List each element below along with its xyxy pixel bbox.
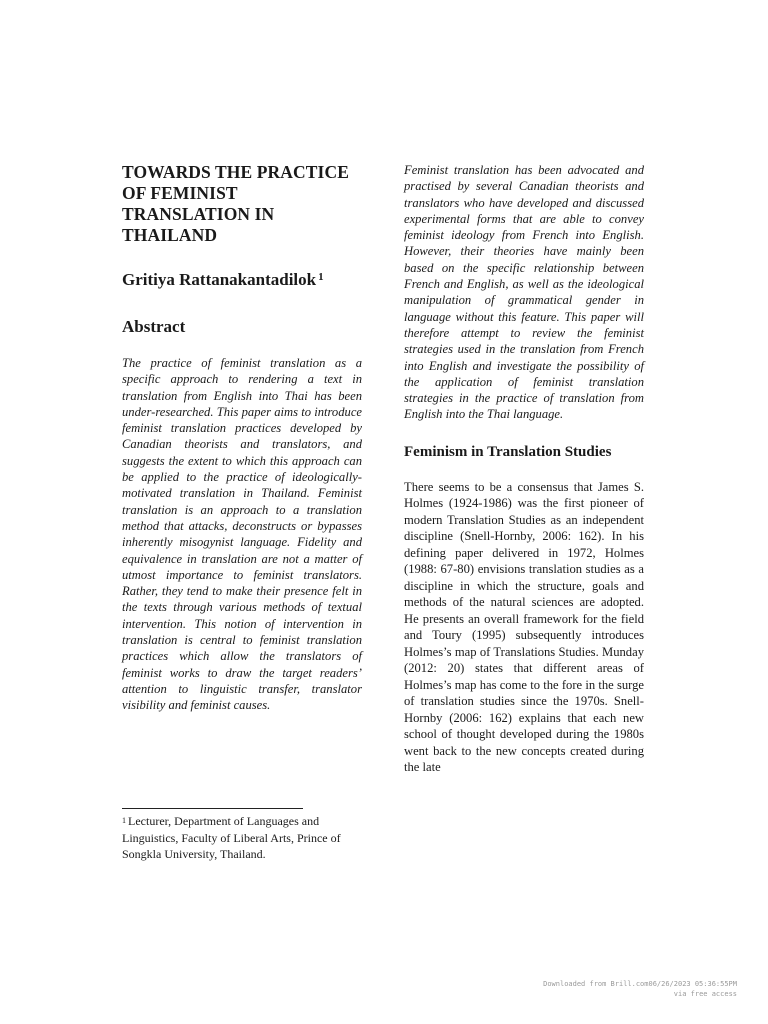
footnote-text: Lecturer, Department of Languages and Linguistics, Faculty of Liberal Arts, Prince of Songkla University, Thailand. (122, 814, 341, 861)
watermark-line-2: via free access (673, 990, 737, 998)
author-name-text: Gritiya Rattanakantadilok (122, 270, 317, 289)
author-name (122, 270, 362, 290)
left-column (122, 162, 362, 714)
section-heading: Feminism in Translation Studies (404, 443, 612, 460)
footnote-divider (122, 808, 303, 809)
abstract-paragraph: The practice of feminist translation as a specific approach to rendering a text in translation from English into Thai has been under-researched. This paper aims to introduce feminist translation practices developed by Canadian theorists and translators, and suggests the extent to which this approach can be applied to the practice of ideologically-motivated translation in Thailand. Feminist translation is an approach to a translation method that attacks, deconstructs or bypasses inherently misogynist language. Fidelity and equivalence in translation are not a matter of utmost importance to feminist translators. Rather, they tend to make their presence felt in the texts through various methods of textual intervention. This notion of intervention in translation is central to feminist translation practices which allow the translators of feminist works to draw the target readers’ attention to linguistic transfer, translator visibility and feminist causes. (122, 356, 362, 713)
section-body-paragraph: There seems to be a consensus that James S. Holmes (1924-1986) was the first pioneer of modern Translation Studies as an independent discipline (Snell-Hornby, 2006: 162). In his defining paper delivered in 1972, Holmes (1988: 67-80) envisions translation studies as a discipline in which the structure, goals and methods of the natural sciences are adopted. He presents an overall framework for the field and Toury (1995) subsequently introduces Holmes’s map of Translations Studies. Munday (2012: 20) states that different areas of Holmes’s map has come to the fore in the surge of translation studies since the 1970s. Snell-Hornby (2006: 162) explains that each new school of thought developed during the 1980s went back to the new concepts created during the late (404, 479, 644, 775)
footnote (122, 813, 362, 863)
watermark-line-1: Downloaded from Brill.com06/26/2023 05:36:55PM (543, 980, 737, 988)
download-watermark (543, 979, 737, 999)
right-column (404, 162, 644, 776)
abstract-continued-paragraph: Feminist translation has been advocated and practised by several Canadian theorists and translators who have developed and discussed experimental forms that are able to convey feminist ideology from French into English. However, their theories have mainly been based on the specific relationship between French and English, as well as the ideological manipulation of grammatical gender in language without this feature. This paper will therefore attempt to review the feminist strategies used in the translation from French into English and investigate the possibility of the application of feminist translation strategies in the practice of translation from English into the Thai language. (404, 163, 644, 422)
author-footnote-mark: 1 (318, 271, 324, 283)
paper-title: TOWARDS THE PRACTICE OF FEMINIST TRANSLATION IN THAILAND (122, 162, 349, 245)
footnote-mark: 1 (122, 816, 126, 825)
abstract-heading: Abstract (122, 317, 186, 336)
